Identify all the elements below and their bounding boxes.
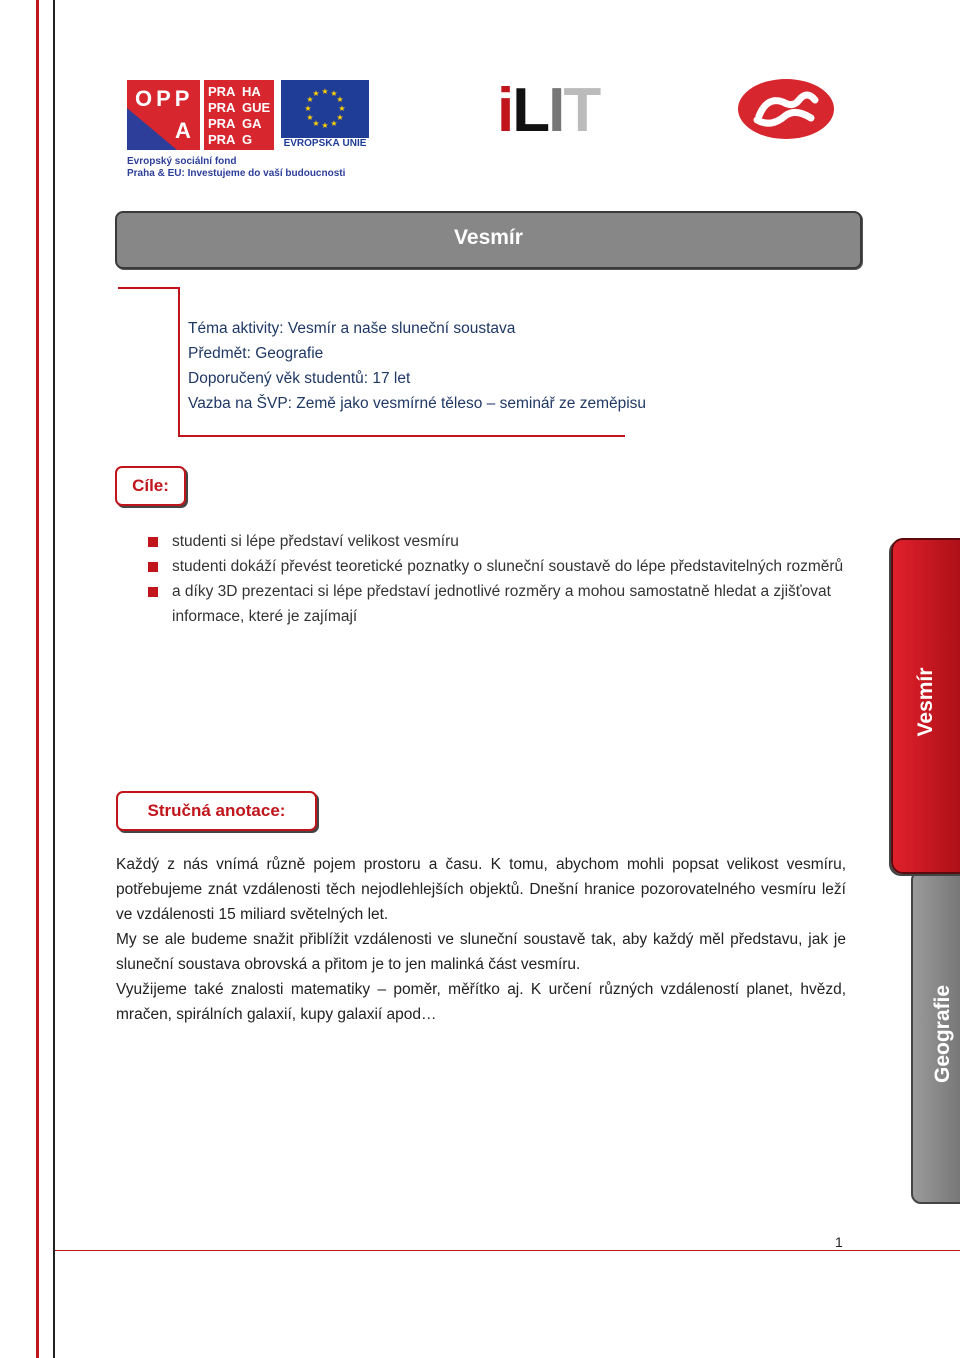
svg-text:★: ★ [330, 119, 338, 128]
annotation-text [116, 852, 846, 1027]
paragraph: Využijeme také znalosti matematiky – poměr, měřítko aj. K určení různých vzdáleností planet, hvězd, mračen, spirálních galaxií, kupy galaxií apod… [116, 981, 846, 1023]
meta-subject: Předmět: Geografie [188, 345, 324, 362]
goals-heading: Cíle: [115, 466, 186, 506]
praha-logo: PRA HA PRA GUE PRA GA PRA G [204, 80, 274, 150]
list-item: studenti dokáží převést teoretické poznatky o sluneční soustavě do lépe představitelných rozměrů [148, 554, 848, 579]
bullet-icon [148, 587, 158, 597]
svg-text:★: ★ [321, 121, 329, 130]
bracket-line [178, 287, 180, 437]
meta-age: Doporučený věk studentů: 17 let [188, 370, 411, 387]
meta-svp: Vazba na ŠVP: Země jako vesmírné těleso – seminář ze zeměpisu [188, 395, 647, 412]
svg-text:★: ★ [304, 104, 312, 113]
svg-text:★: ★ [330, 89, 338, 98]
bullet-icon [148, 562, 158, 572]
svg-text:★: ★ [336, 95, 344, 104]
svg-text:★: ★ [312, 89, 320, 98]
side-tab-subject [911, 870, 960, 1204]
margin-line-black [53, 0, 55, 1358]
list-item: studenti si lépe představí velikost vesmíru [148, 529, 848, 554]
red-oval-logo-icon [737, 78, 835, 140]
activity-meta [188, 316, 646, 416]
oppa-logo-top: OPP [135, 86, 194, 111]
svg-text:★: ★ [312, 119, 320, 128]
side-tab-subject-label: Geografie [931, 984, 954, 1084]
annotation-heading: Stručná anotace: [116, 791, 317, 831]
meta-topic: Téma aktivity: Vesmír a naše sluneční soustava [188, 320, 516, 337]
eu-label: EVROPSKÁ UNIE [283, 138, 367, 149]
svg-text:★: ★ [338, 104, 346, 113]
footer-line [55, 1250, 960, 1251]
goals-list [148, 529, 848, 629]
svg-text:★: ★ [306, 113, 314, 122]
bracket-line [118, 287, 180, 289]
margin-line-red [36, 0, 39, 1358]
esf-caption: Evropský sociální fond Praha & EU: Investujeme do vaší budoucnosti [127, 156, 346, 179]
side-tab-topic-label: Vesmír [914, 667, 937, 737]
bracket-line [178, 435, 625, 437]
page-title: Vesmír [115, 211, 862, 269]
svg-text:★: ★ [306, 95, 314, 104]
eu-flag-icon [281, 80, 369, 138]
page-number: 1 [835, 1234, 843, 1250]
list-item: a díky 3D prezentaci si lépe představí jednotlivé rozměry a mohou samostatně hledat a zjišťovat informace, které je zajímají [148, 579, 848, 629]
paragraph: Každý z nás vnímá různě pojem prostoru a času. K tomu, abychom mohli popsat velikost vesmíru, potřebujeme znát vzdálenosti těch nejodlehlejších objektů. Dnešní hranice pozorovatelného vesmíru leží ve vzdálenosti 15 miliard světelných let. [116, 856, 846, 923]
side-tab-topic [891, 538, 960, 874]
paragraph: My se ale budeme snažit přiblížit vzdálenosti ve sluneční soustavě tak, aby každý měl představu, jak je sluneční soustava obrovská a přitom je to jen malinká část vesmíru. [116, 931, 846, 973]
svg-text:★: ★ [321, 87, 329, 96]
oppa-logo-bottom: A [175, 118, 191, 143]
svg-text:★: ★ [336, 113, 344, 122]
oppa-logo [127, 80, 200, 150]
ilit-logo: iLIT [497, 76, 600, 145]
bullet-icon [148, 537, 158, 547]
